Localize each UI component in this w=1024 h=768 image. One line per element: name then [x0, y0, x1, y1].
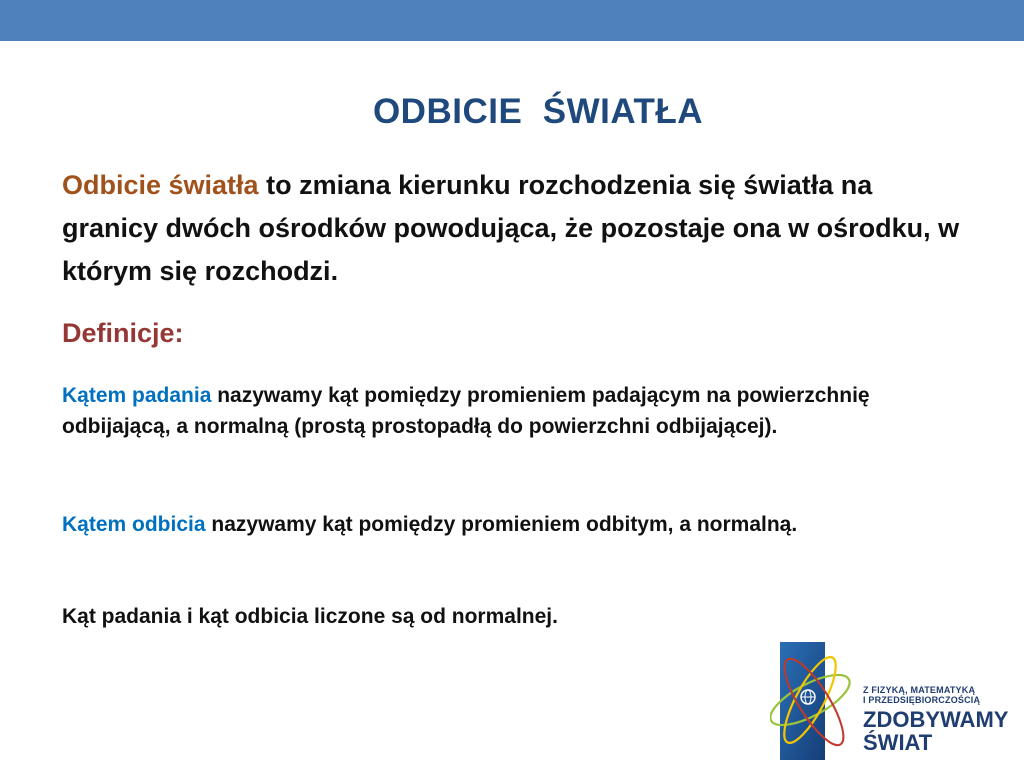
logo-wordmark: [863, 708, 1008, 754]
intro-text: to zmiana kierunku rozchodzenia się światła na granicy dwóch ośrodków powodująca, że pozostaje ona w ośrodku, w którym się rozchodzi.: [62, 170, 960, 286]
logo-tagline-line1: Z FIZYKĄ, MATEMATYKĄ: [863, 685, 976, 695]
note-paragraph: Kąt padania i kąt odbicia liczone są od normalnej.: [62, 605, 558, 628]
definition-angle-of-incidence: [62, 380, 942, 442]
definition-text: nazywamy kąt pomiędzy promieniem odbitym, a normalną.: [205, 513, 798, 536]
logo-wordmark-line2: ŚWIAT: [863, 730, 933, 755]
project-logo: [770, 620, 1024, 768]
slide-title: ODBICIE ŚWIATŁA: [372, 92, 704, 131]
definition-term: Kątem padania: [62, 384, 212, 407]
logo-tagline: [863, 685, 980, 705]
definitions-heading: Definicje:: [62, 318, 184, 348]
definition-term: Kątem odbicia: [62, 513, 206, 536]
definition-angle-of-reflection: [62, 509, 942, 540]
logo-wordmark-line1: ZDOBYWAMY: [863, 707, 1009, 732]
top-bar: [0, 0, 1024, 41]
logo-tagline-line2: I PRZEDSIĘBIORCZOŚCIĄ: [863, 695, 981, 705]
definition-text: nazywamy kąt pomiędzy promieniem padającym na powierzchnię odbijającą, a normalną (prostą prostopadłą do powierzchni odbijającej).: [62, 384, 870, 438]
intro-paragraph: [62, 164, 962, 293]
intro-term: Odbicie światła: [62, 170, 259, 200]
